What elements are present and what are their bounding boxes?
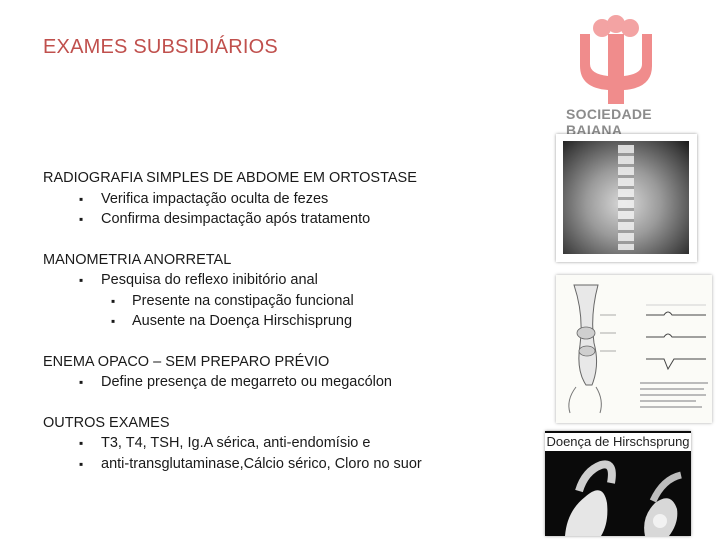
slide-body [43, 168, 523, 494]
sub-list-item: ▪ Ausente na Doença Hirschisprung [43, 311, 523, 332]
section-heading: MANOMETRIA ANORRETAL [43, 251, 232, 268]
section-outros [43, 413, 523, 475]
enema-image-label: Doença de Hirschsprung [546, 434, 690, 449]
manometry-diagram-image [556, 275, 712, 423]
barium-enema-image [545, 431, 691, 536]
section-radiografia [43, 168, 523, 230]
list-item: ▪ Verifica impactação oculta de fezes [43, 189, 523, 210]
xray-film [563, 141, 689, 254]
section-heading: OUTROS EXAMES [43, 414, 170, 431]
manometry-diagram [556, 275, 712, 423]
logo-text: SOCIEDADE BAIANA [566, 106, 652, 134]
sub-list-item: ▪ Presente na constipação funcional [43, 291, 523, 312]
list-item: ▪ Confirma desimpactação após tratamento [43, 209, 523, 230]
list-item: ▪ anti-transglutaminase,Cálcio sérico, Cloro no suor [43, 454, 523, 475]
list-item: ▪ Define presença de megarreto ou megacólon [43, 372, 523, 393]
list-item: ▪ T3, T4, TSH, Ig.A sérica, anti-endomísio e [43, 433, 523, 454]
section-enema [43, 352, 523, 393]
section-heading: ENEMA OPACO – SEM PREPARO PRÉVIO [43, 353, 330, 370]
section-manometria [43, 250, 523, 332]
slide-title: EXAMES SUBSIDIÁRIOS [43, 36, 278, 58]
section-heading: RADIOGRAFIA SIMPLES DE ABDOME EM ORTOSTASE [43, 170, 417, 186]
list-item: ▪ Pesquisa do reflexo inibitório anal [43, 270, 523, 291]
xray-spine [618, 145, 634, 250]
abdominal-xray-image [556, 134, 697, 262]
